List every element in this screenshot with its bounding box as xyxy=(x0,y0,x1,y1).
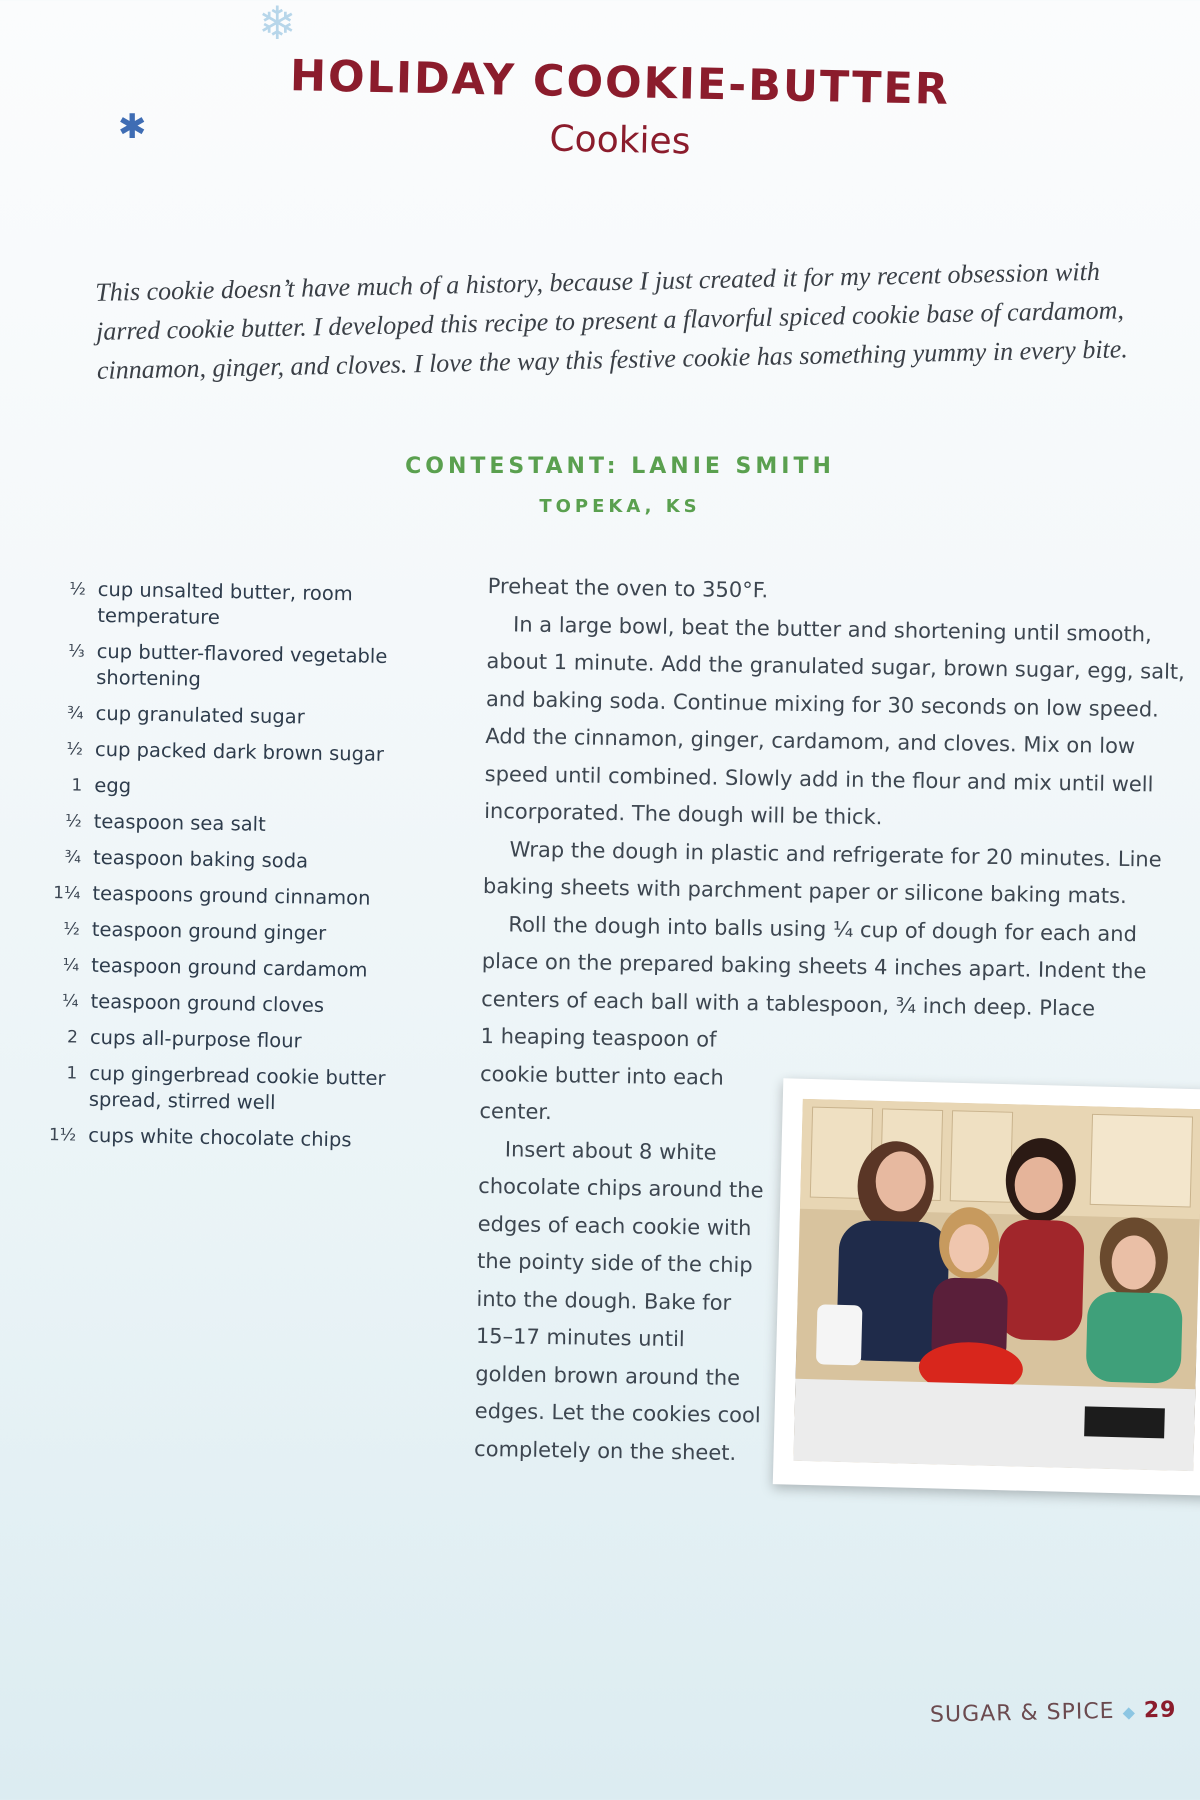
contestant-name: CONTESTANT: LANIE SMITH xyxy=(405,454,835,479)
method-step: Preheat the oven to 350°F. xyxy=(487,573,769,603)
ingredient-qty: 1¼ xyxy=(52,883,81,904)
ingredient-item xyxy=(43,844,443,877)
ingredient-qty: ½ xyxy=(63,919,81,940)
section-name: SUGAR & SPICE xyxy=(929,1698,1115,1728)
ingredient-item xyxy=(40,988,440,1021)
method-step: Wrap the dough in plastic and refrigerate for 20 minutes. Line baking sheets with parchment paper or silicone baking mats. xyxy=(482,836,1162,909)
ingredient-qty: ¾ xyxy=(64,847,82,868)
ingredient-qty: 2 xyxy=(66,1027,79,1048)
method-step: 1 heaping teaspoon of cookie butter into each center. xyxy=(479,1023,724,1125)
ingredient-item xyxy=(40,1024,440,1057)
ingredient-text: teaspoon ground cloves xyxy=(90,989,325,1017)
recipe-intro: This cookie doesn’t have much of a history, because I just created it for my recent obsession with jarred cookie butter. I developed this recipe to present a flavorful spiced cookie base of cardamom, cinnamon, ginger, and cloves. I love the way this festive cookie has something yummy in every bite. xyxy=(94,256,1129,385)
snowflake-icon: ✱ xyxy=(118,107,147,147)
ingredient-text: cup packed dark brown sugar xyxy=(94,737,385,766)
ingredient-text: cup unsalted butter, room temperature xyxy=(97,577,353,630)
ingredient-text: teaspoon ground cardamom xyxy=(91,953,368,982)
ingredient-qty: ½ xyxy=(65,811,82,832)
kitchen-photo-illustration xyxy=(793,1099,1200,1471)
kitchen-photo xyxy=(793,1099,1200,1471)
ingredient-text: teaspoon sea salt xyxy=(93,809,266,836)
page-footer xyxy=(930,1697,1190,1727)
ingredient-item xyxy=(39,1060,440,1119)
ingredient-qty: 1 xyxy=(71,775,83,796)
ingredient-qty: 1½ xyxy=(48,1125,77,1146)
ingredient-text: cup butter-flavored vegetable shortening xyxy=(96,639,388,691)
ingredient-qty: ½ xyxy=(66,739,84,760)
ingredient-text: cups white chocolate chips xyxy=(88,1123,352,1152)
ingredient-qty: ¾ xyxy=(66,703,84,724)
method-step: Insert about 8 white chocolate chips around the edges of each cookie with the pointy side of the chip into the dough. Bake for 15–17 minutes until golden brown around the edges. Let the cookies cool completely on the sheet. xyxy=(473,1136,764,1465)
recipe-subtitle: Cookies xyxy=(549,118,691,163)
diamond-icon: ◆ xyxy=(1122,1702,1137,1722)
photo-frame xyxy=(773,1078,1200,1495)
method-step: Roll the dough into balls using ¼ cup of dough for each and place on the prepared baking sheets 4 inches apart. Indent the centers of each ball with a tablespoon, ¾ inch deep. Place xyxy=(481,911,1147,1021)
ingredient-text: teaspoon baking soda xyxy=(92,845,309,873)
ingredient-text: teaspoons ground cinnamon xyxy=(92,881,371,910)
ingredient-item xyxy=(43,808,443,841)
ingredient-item xyxy=(42,916,442,949)
contestant-location: TOPEKA, KS xyxy=(539,496,701,517)
ingredient-text: cups all-purpose flour xyxy=(89,1025,302,1053)
ingredient-item xyxy=(41,952,441,985)
page-number: 29 xyxy=(1143,1697,1177,1724)
ingredient-qty: ½ xyxy=(69,579,86,600)
snowflake-icon: ❄ xyxy=(258,0,297,50)
ingredient-list xyxy=(38,576,448,1165)
ingredient-item xyxy=(47,576,448,635)
ingredient-item xyxy=(45,736,445,769)
ingredient-item xyxy=(44,772,444,805)
ingredient-text: cup granulated sugar xyxy=(95,701,305,729)
ingredient-item xyxy=(42,880,442,913)
ingredient-qty: ⅓ xyxy=(68,641,85,662)
ingredient-text: teaspoon ground ginger xyxy=(91,917,327,945)
ingredient-qty: ¼ xyxy=(61,991,79,1012)
method-step: In a large bowl, beat the butter and shortening until smooth, about 1 minute. Add the granulated sugar, brown sugar, egg, salt, and baking soda. Continue mixing for 30 seconds on low speed. Add the cinnamon, ginger, cardamom, and cloves. Mix on low speed until combined. Slowly add in the flour and mix until well incorporated. The dough will be thick. xyxy=(483,611,1186,830)
ingredient-text: egg xyxy=(94,773,132,798)
ingredient-item xyxy=(38,1122,438,1155)
ingredient-qty: 1 xyxy=(66,1063,78,1084)
ingredient-text: cup gingerbread cookie butter spread, stirred well xyxy=(88,1061,386,1115)
ingredient-item xyxy=(45,700,445,733)
ingredient-item xyxy=(46,638,447,697)
recipe-title: HOLIDAY COOKIE-BUTTER xyxy=(289,51,951,115)
ingredient-qty: ¼ xyxy=(62,955,80,976)
